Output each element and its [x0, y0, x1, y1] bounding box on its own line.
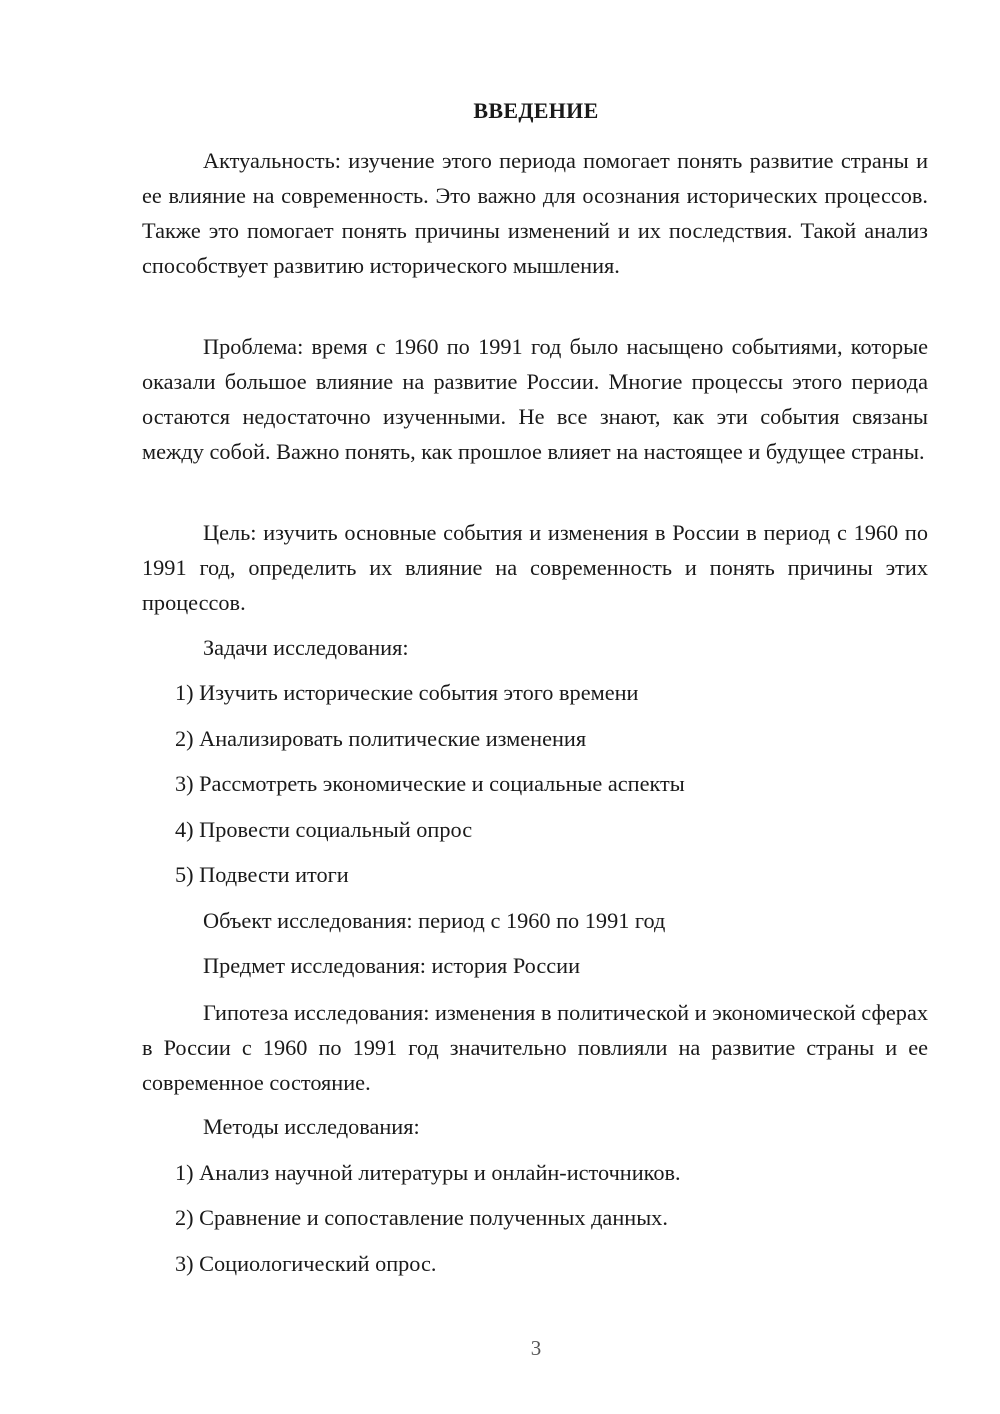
problem-paragraph: Проблема: время с 1960 по 1991 год было насыщено событиями, которые оказали большое влияние на развитие России. Многие процессы этого периода остаются недостаточно изученными. Не все знают, как эти события связаны между собой. Важно понять, как прошлое влияет на настоящее и будущее страны.: [142, 334, 928, 464]
method-item-2: 2) Сравнение и сопоставление полученных данных.: [175, 1205, 668, 1230]
research-object: Объект исследования: период с 1960 по 1991 год: [203, 908, 666, 933]
methods-heading: Методы исследования:: [203, 1114, 420, 1139]
task-item-4: 4) Провести социальный опрос: [175, 817, 473, 842]
goal-paragraph: Цель: изучить основные события и изменения в России в период с 1960 по 1991 год, определить их влияние на современность и понять причины этих процессов.: [142, 520, 928, 615]
task-item-5: 5) Подвести итоги: [175, 862, 349, 887]
page-number: 3: [530, 1336, 542, 1360]
task-item-1: 1) Изучить исторические события этого времени: [175, 680, 639, 705]
method-item-1: 1) Анализ научной литературы и онлайн-источников.: [175, 1160, 681, 1185]
hypothesis-paragraph: Гипотеза исследования: изменения в политической и экономической сферах в России с 1960 по 1991 год значительно повлияли на развитие страны и ее современное состояние.: [142, 1000, 928, 1095]
tasks-heading: Задачи исследования:: [203, 635, 409, 660]
task-item-3: 3) Рассмотреть экономические и социальные аспекты: [175, 771, 685, 796]
method-item-3: 3) Социологический опрос.: [175, 1251, 437, 1276]
task-item-2: 2) Анализировать политические изменения: [175, 726, 587, 751]
research-subject: Предмет исследования: история России: [203, 953, 581, 978]
relevance-paragraph: Актуальность: изучение этого периода помогает понять развитие страны и ее влияние на современность. Это важно для осознания исторических процессов. Также это помогает понять причины изменений и их последствия. Такой анализ способствует развитию исторического мышления.: [142, 148, 928, 278]
section-title: ВВЕДЕНИЕ: [473, 98, 599, 123]
